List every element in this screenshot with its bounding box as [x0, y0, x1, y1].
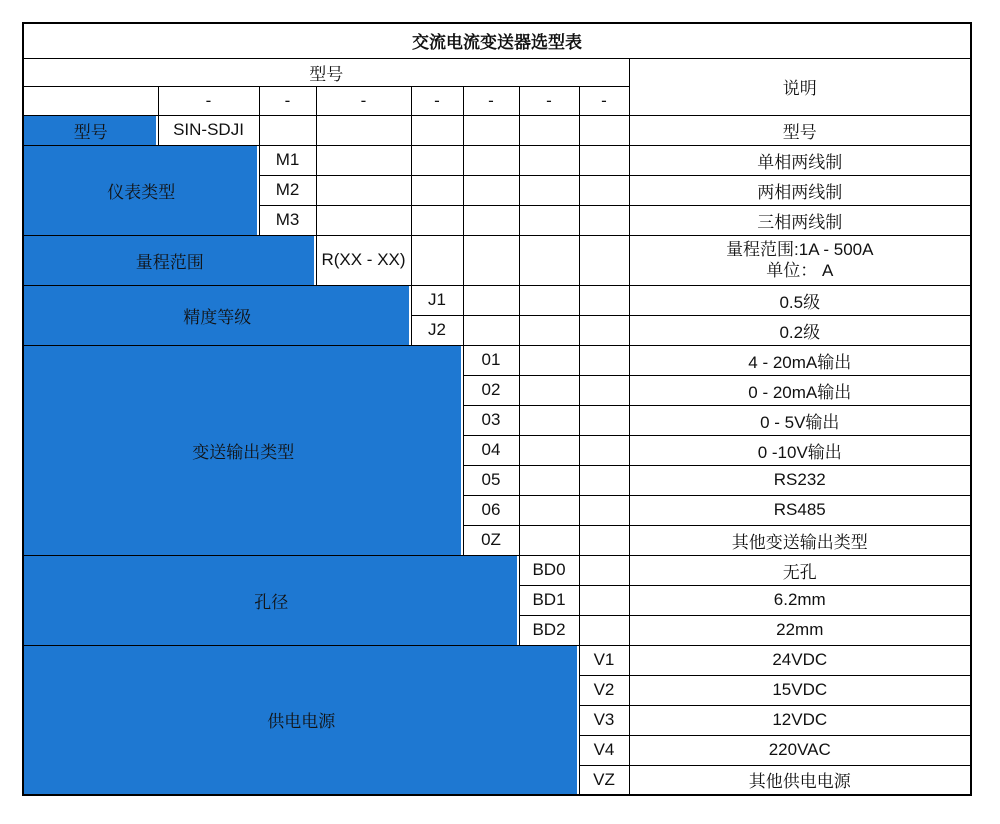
desc-cell: 6.2mm: [629, 585, 971, 615]
empty-cell: [259, 115, 316, 145]
desc-cell: 其他变送输出类型: [629, 525, 971, 555]
desc-cell: 0.5级: [629, 285, 971, 315]
dash-cell: -: [316, 86, 411, 115]
code-cell: SIN-SDJI: [158, 115, 259, 145]
empty-cell: [519, 145, 579, 175]
empty-cell: [579, 555, 629, 585]
empty-cell: [411, 205, 463, 235]
category-cell-model: 型号: [23, 115, 158, 145]
desc-cell: 0 -10V输出: [629, 435, 971, 465]
category-cell-aperture: 孔径: [23, 555, 519, 645]
desc-cell: 0.2级: [629, 315, 971, 345]
code-cell: V3: [579, 705, 629, 735]
empty-cell: [463, 235, 519, 285]
empty-cell: [579, 235, 629, 285]
code-cell: M2: [259, 175, 316, 205]
empty-cell: [411, 235, 463, 285]
code-cell: V4: [579, 735, 629, 765]
empty-cell: [463, 285, 519, 315]
code-cell: J1: [411, 285, 463, 315]
empty-cell: [316, 175, 411, 205]
desc-line-2: 单位： A: [766, 261, 834, 280]
dash-row-spacer: [23, 86, 158, 115]
code-cell: 02: [463, 375, 519, 405]
empty-cell: [519, 205, 579, 235]
empty-cell: [579, 405, 629, 435]
empty-cell: [463, 115, 519, 145]
desc-cell: 无孔: [629, 555, 971, 585]
empty-cell: [463, 315, 519, 345]
empty-cell: [519, 315, 579, 345]
code-cell: R(XX - XX): [316, 235, 411, 285]
desc-cell: RS232: [629, 465, 971, 495]
dash-cell: -: [579, 86, 629, 115]
empty-cell: [579, 525, 629, 555]
desc-cell: 24VDC: [629, 645, 971, 675]
desc-cell: 其他供电电源: [629, 765, 971, 795]
empty-cell: [519, 495, 579, 525]
empty-cell: [463, 205, 519, 235]
desc-cell: 0 - 20mA输出: [629, 375, 971, 405]
empty-cell: [579, 205, 629, 235]
empty-cell: [579, 615, 629, 645]
empty-cell: [579, 315, 629, 345]
empty-cell: [519, 525, 579, 555]
category-cell-range: 量程范围: [23, 235, 316, 285]
code-cell: 0Z: [463, 525, 519, 555]
desc-cell: RS485: [629, 495, 971, 525]
selection-table: [22, 22, 972, 796]
empty-cell: [519, 285, 579, 315]
empty-cell: [519, 435, 579, 465]
code-cell: 05: [463, 465, 519, 495]
empty-cell: [519, 235, 579, 285]
empty-cell: [579, 585, 629, 615]
desc-line-1: 量程范围:1A - 500A: [726, 240, 874, 259]
dash-cell: -: [463, 86, 519, 115]
empty-cell: [579, 285, 629, 315]
code-cell: BD2: [519, 615, 579, 645]
empty-cell: [411, 175, 463, 205]
code-cell: BD1: [519, 585, 579, 615]
desc-cell: 0 - 5V输出: [629, 405, 971, 435]
empty-cell: [579, 175, 629, 205]
code-cell: V1: [579, 645, 629, 675]
code-cell: 01: [463, 345, 519, 375]
empty-cell: [519, 465, 579, 495]
empty-cell: [316, 145, 411, 175]
empty-cell: [411, 115, 463, 145]
empty-cell: [411, 145, 463, 175]
empty-cell: [579, 145, 629, 175]
empty-cell: [316, 115, 411, 145]
empty-cell: [519, 375, 579, 405]
empty-cell: [463, 145, 519, 175]
empty-cell: [579, 435, 629, 465]
empty-cell: [579, 465, 629, 495]
desc-cell: 三相两线制: [629, 205, 971, 235]
desc-cell: 220VAC: [629, 735, 971, 765]
desc-cell: [629, 235, 971, 285]
code-cell: V2: [579, 675, 629, 705]
empty-cell: [579, 375, 629, 405]
empty-cell: [519, 345, 579, 375]
desc-cell: 4 - 20mA输出: [629, 345, 971, 375]
empty-cell: [463, 175, 519, 205]
dash-cell: -: [519, 86, 579, 115]
desc-cell: 两相两线制: [629, 175, 971, 205]
code-cell: J2: [411, 315, 463, 345]
empty-cell: [519, 405, 579, 435]
empty-cell: [579, 345, 629, 375]
dash-cell: -: [411, 86, 463, 115]
category-cell-accuracy: 精度等级: [23, 285, 411, 345]
dash-cell: -: [259, 86, 316, 115]
desc-cell: 型号: [629, 115, 971, 145]
category-cell-output-type: 变送输出类型: [23, 345, 463, 555]
code-cell: 06: [463, 495, 519, 525]
desc-cell: 单相两线制: [629, 145, 971, 175]
table-title: 交流电流变送器选型表: [23, 23, 971, 58]
code-cell: VZ: [579, 765, 629, 795]
code-cell: M1: [259, 145, 316, 175]
code-cell: BD0: [519, 555, 579, 585]
empty-cell: [579, 495, 629, 525]
category-cell-meter-type: 仪表类型: [23, 145, 259, 235]
empty-cell: [519, 115, 579, 145]
desc-cell: 15VDC: [629, 675, 971, 705]
desc-header-cell: 说明: [629, 58, 971, 115]
empty-cell: [579, 115, 629, 145]
code-cell: 03: [463, 405, 519, 435]
desc-cell: 12VDC: [629, 705, 971, 735]
dash-cell: -: [158, 86, 259, 115]
desc-cell: 22mm: [629, 615, 971, 645]
model-header-cell: 型号: [23, 58, 629, 86]
empty-cell: [519, 175, 579, 205]
code-cell: M3: [259, 205, 316, 235]
category-cell-power: 供电电源: [23, 645, 579, 795]
empty-cell: [316, 205, 411, 235]
code-cell: 04: [463, 435, 519, 465]
